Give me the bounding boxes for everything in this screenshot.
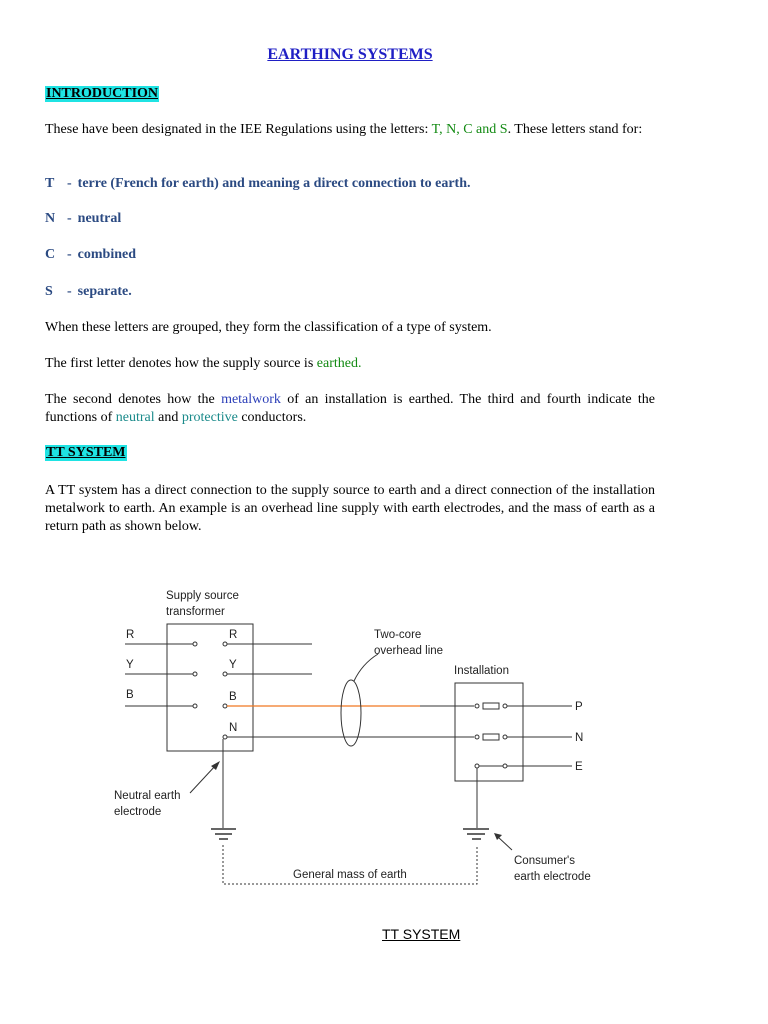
left-phase-b: B <box>126 689 134 701</box>
neutral-earth-label-1: Neutral earth <box>114 790 181 802</box>
grouping-paragraph: When these letters are grouped, they form the classification of a type of system. <box>45 320 492 335</box>
introduction-heading: INTRODUCTION <box>46 86 159 101</box>
consumer-label-2: earth electrode <box>514 871 591 883</box>
intro-paragraph <box>45 121 655 139</box>
output-n: N <box>575 732 584 744</box>
cable-bundle-icon <box>341 680 361 746</box>
letter-n-text: neutral <box>77 211 122 226</box>
second-letter-paragraph <box>45 391 655 427</box>
terminal-icon <box>193 642 197 646</box>
neutral-word: neutral <box>115 410 155 425</box>
installation-label: Installation <box>454 665 509 677</box>
letter-c-text: combined <box>77 247 137 262</box>
letter-n: N <box>45 211 56 226</box>
page-title: EARTHING SYSTEMS <box>267 46 433 63</box>
terminal-icon <box>193 672 197 676</box>
inner-label-n: N <box>229 722 238 734</box>
terminal-icon <box>503 704 507 708</box>
link-icon <box>483 734 499 740</box>
mass-of-earth-path <box>223 845 477 884</box>
consumer-earth-pointer <box>498 837 512 850</box>
letter-item-t <box>45 176 471 192</box>
consumer-earth-electrode-icon <box>463 829 489 839</box>
intro-text-a: These have been designated in the IEE Regulations using the letters: <box>45 122 432 137</box>
inner-label-b: B <box>229 691 237 703</box>
letter-item-s <box>45 284 132 300</box>
output-e: E <box>575 761 583 773</box>
intro-letters: T, N, C and S <box>431 122 508 137</box>
terminal-icon <box>223 704 227 708</box>
overhead-label-2: overhead line <box>374 645 444 657</box>
letter-s: S <box>45 284 53 299</box>
fuse-icon <box>483 703 499 709</box>
supply-label-1: Supply source <box>166 590 239 602</box>
terminal-icon <box>223 642 227 646</box>
arrow-icon <box>211 761 220 770</box>
letter-dash: - <box>67 247 72 262</box>
metalwork-word: metalwork <box>221 392 281 407</box>
supply-label-2: transformer <box>166 606 225 618</box>
earthed-word: earthed. <box>316 356 362 371</box>
first-letter-paragraph <box>45 355 655 373</box>
terminal-icon <box>475 735 479 739</box>
overhead-label-1: Two-core <box>374 629 422 641</box>
left-phase-y: Y <box>126 659 134 671</box>
installation-box <box>455 683 523 781</box>
neutral-earth-electrode-icon <box>211 829 236 839</box>
letter-dash: - <box>67 284 72 299</box>
arrow-icon <box>494 833 502 840</box>
neutral-earth-label-2: electrode <box>114 806 162 818</box>
letter-dash: - <box>67 176 72 191</box>
consumer-label-1: Consumer's <box>514 855 575 867</box>
terminal-icon <box>223 735 227 739</box>
tt-paragraph: A TT system has a direct connection to the supply source to earth and a direct connection of the installation metalwork to earth. An example is an overhead line supply with earth electrodes, and the mass of earth as a return path as shown below. <box>45 483 655 534</box>
terminal-icon <box>193 704 197 708</box>
letter-t-text: terre (French for earth) and meaning a direct connection to earth. <box>77 176 471 191</box>
inner-label-r: R <box>229 629 238 641</box>
inner-label-y: Y <box>229 659 237 671</box>
p4-text-c: of an installation is earthed. The third and fourth indicate the functions of <box>45 392 656 425</box>
mass-of-earth-label: General mass of earth <box>293 869 407 881</box>
letter-item-n <box>45 211 121 227</box>
terminal-icon <box>503 735 507 739</box>
overhead-pointer <box>354 654 378 681</box>
output-p: P <box>575 701 583 713</box>
letter-s-text: separate. <box>77 284 132 299</box>
terminal-icon <box>223 672 227 676</box>
terminal-icon <box>475 764 479 768</box>
tt-system-heading: TT SYSTEM <box>46 445 126 460</box>
diagram-caption: TT SYSTEM <box>382 926 461 942</box>
p4-text-g: conductors. <box>237 410 307 425</box>
letter-c: C <box>45 247 56 262</box>
terminal-icon <box>475 704 479 708</box>
intro-text-b: . These letters stand for: <box>507 122 643 137</box>
left-phase-r: R <box>126 629 135 641</box>
first-letter-text: The first letter denotes how the supply source is <box>45 356 317 371</box>
letter-dash: - <box>67 211 72 226</box>
p4-text-e: and <box>154 410 182 425</box>
neutral-earth-pointer <box>190 765 216 793</box>
letter-t: T <box>45 176 55 191</box>
terminal-icon <box>503 764 507 768</box>
letter-item-c <box>45 247 136 263</box>
protective-word: protective <box>181 410 238 425</box>
transformer-box <box>167 624 253 751</box>
p4-text-a: The second denotes how the <box>45 392 222 407</box>
